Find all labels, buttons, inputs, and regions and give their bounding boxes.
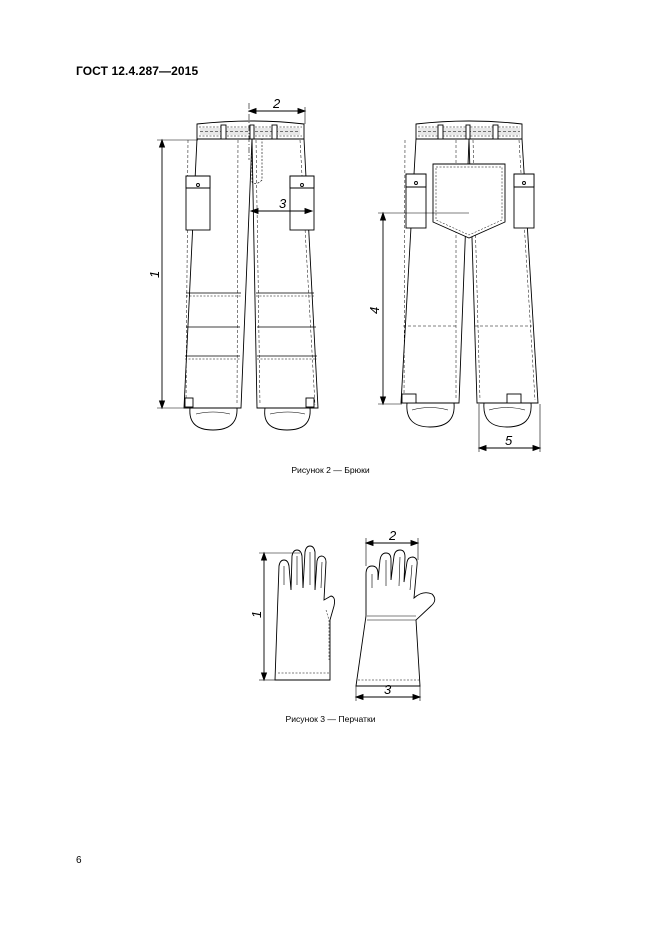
trousers-dim-label-2: 2 — [273, 96, 281, 111]
trousers-back — [401, 121, 538, 427]
glove-back — [356, 550, 435, 686]
document-header: ГОСТ 12.4.287—2015 — [76, 64, 199, 78]
figure-2-caption: Рисунок 2 — Брюки — [291, 465, 370, 475]
figure-3-caption: Рисунок 3 — Перчатки — [285, 714, 376, 724]
trousers-dim-label-4: 4 — [367, 306, 382, 314]
trousers-front — [184, 121, 318, 430]
page-number: 6 — [76, 855, 82, 866]
trousers-dim-label-5: 5 — [505, 433, 513, 448]
glove-front — [275, 546, 335, 680]
gloves-dim-label-1: 1 — [249, 610, 264, 618]
gloves-drawing — [0, 525, 661, 705]
trousers-dim-label-3: 3 — [279, 196, 287, 211]
trousers-drawing — [0, 95, 661, 460]
trousers-dim-label-1: 1 — [147, 270, 162, 278]
gloves-dim-label-3: 3 — [384, 682, 392, 697]
gloves-dim-label-2: 2 — [389, 528, 397, 543]
